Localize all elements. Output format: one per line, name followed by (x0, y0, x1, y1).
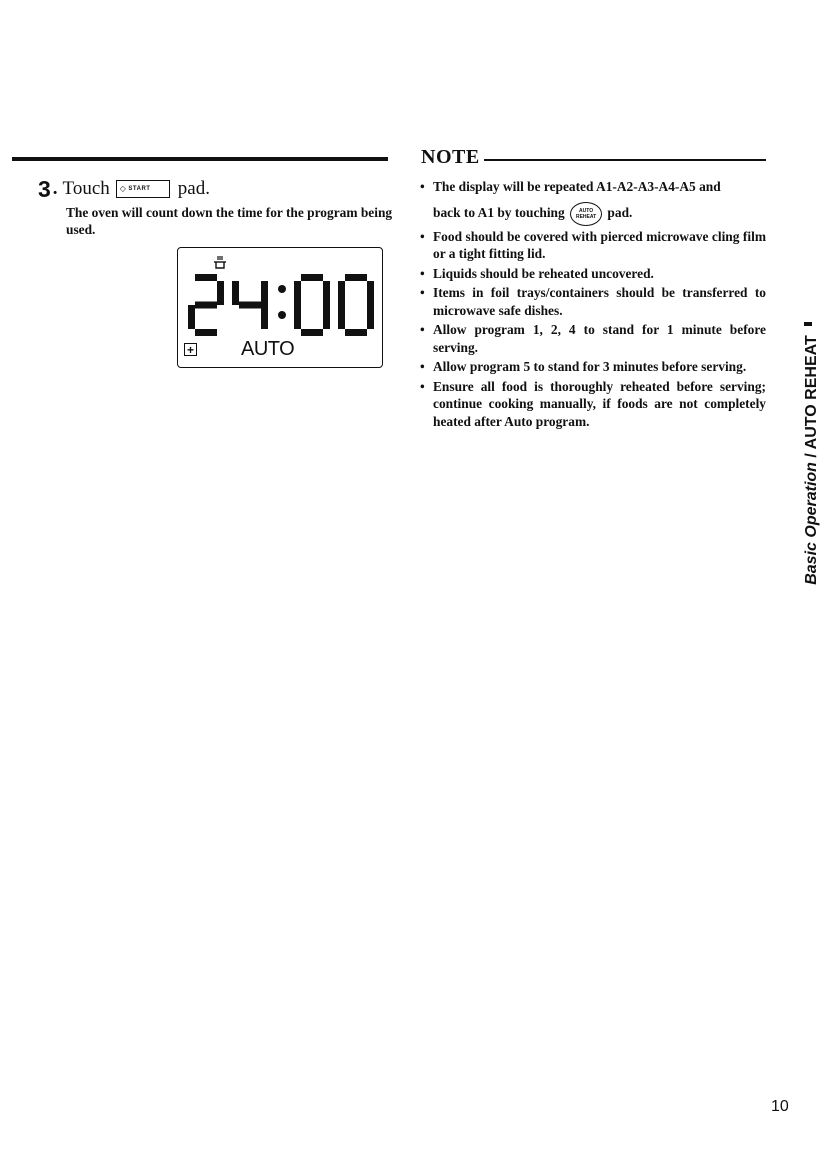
lcd-segment-d (301, 329, 323, 336)
start-symbol-icon: ◇ (119, 184, 127, 193)
lcd-segment-f (338, 281, 345, 305)
lcd-segment-f (294, 281, 301, 305)
note-item-text-continued: back to A1 by touching (433, 204, 565, 220)
step-prefix: Touch (62, 178, 110, 199)
start-pad-label: START (128, 186, 151, 192)
plus-box-icon: + (184, 343, 197, 356)
lcd-segment-c (261, 305, 268, 329)
page-number: 10 (771, 1098, 789, 1115)
lcd-segment-e (188, 305, 195, 329)
auto-reheat-pad-icon: AUTO REHEAT (570, 202, 602, 226)
lcd-segment-b (323, 281, 330, 305)
note-item (420, 321, 766, 356)
lcd-segment-g (239, 302, 261, 309)
bullet-icon: • (420, 285, 425, 300)
lcd-segment-c (367, 305, 374, 329)
note-item-text: Ensure all food is thoroughly reheated before serving; continue cooking manually, if foods are not completely heated after Auto program. (433, 378, 766, 429)
lcd-segment-a (345, 274, 367, 281)
lcd-segment-b (367, 281, 374, 305)
bullet-icon: • (420, 322, 425, 337)
step-number: 3 (38, 176, 51, 202)
bullet-icon: • (420, 179, 425, 194)
step-description: The oven will count down the time for the program being used. (66, 205, 393, 237)
side-separator: / (803, 449, 820, 463)
lcd-colon-dot (278, 311, 286, 319)
note-item (420, 265, 766, 283)
note-item-text: Food should be covered with pierced microwave cling film or a tight fitting lid. (433, 228, 766, 261)
start-pad-icon (116, 180, 170, 198)
note-list (420, 178, 766, 432)
section-rule (12, 157, 388, 161)
note-title: NOTE (421, 146, 480, 168)
note-item-text: Liquids should be reheated uncovered. (433, 265, 654, 281)
bullet-icon: • (420, 228, 425, 244)
lcd-segment-g (195, 302, 217, 309)
step-suffix: pad. (177, 178, 210, 199)
lcd-segment-e (338, 305, 345, 329)
step-dot: . (52, 178, 58, 199)
lcd-segment-d (345, 329, 367, 336)
lcd-segment-b (261, 281, 268, 305)
lcd-segment-a (195, 274, 217, 281)
note-item-text: Items in foil trays/containers should be transferred to microwave safe dishes. (433, 285, 766, 318)
note-item (420, 178, 766, 226)
note-item (420, 284, 766, 319)
note-item-text: Allow program 5 to stand for 3 minutes before serving. (433, 359, 747, 374)
mode-label: AUTO (241, 338, 295, 360)
lcd-segment-c (323, 305, 330, 329)
lcd-colon-dot (278, 285, 286, 293)
reheat-plate-icon (213, 255, 227, 271)
note-item (420, 358, 766, 376)
side-section-text (803, 310, 821, 610)
bullet-icon: • (420, 359, 425, 374)
bullet-icon: • (420, 378, 425, 394)
note-item-text: Allow program 1, 2, 4 to stand for 1 minute before serving. (433, 322, 766, 355)
lcd-digits (182, 271, 378, 339)
lcd-segment-a (301, 274, 323, 281)
step-heading (38, 176, 398, 202)
note-rule (484, 159, 766, 161)
lcd-segment-b (217, 281, 224, 305)
note-heading (421, 146, 766, 169)
lcd-segment-f (232, 281, 239, 305)
lcd-segment-d (195, 329, 217, 336)
bullet-icon: • (420, 265, 425, 281)
note-item (420, 228, 766, 263)
lcd-segment-e (294, 305, 301, 329)
note-item (420, 378, 766, 431)
step-3 (38, 176, 398, 237)
note-item-text-end: pad. (607, 204, 633, 220)
side-subsection-name: AUTO REHEAT (803, 335, 820, 450)
lcd-status-row (184, 338, 294, 361)
lcd-display (177, 247, 383, 368)
side-section-name: Basic Operation (803, 462, 820, 585)
note-item-text: The display will be repeated A1-A2-A3-A4-A5 and (433, 179, 721, 194)
